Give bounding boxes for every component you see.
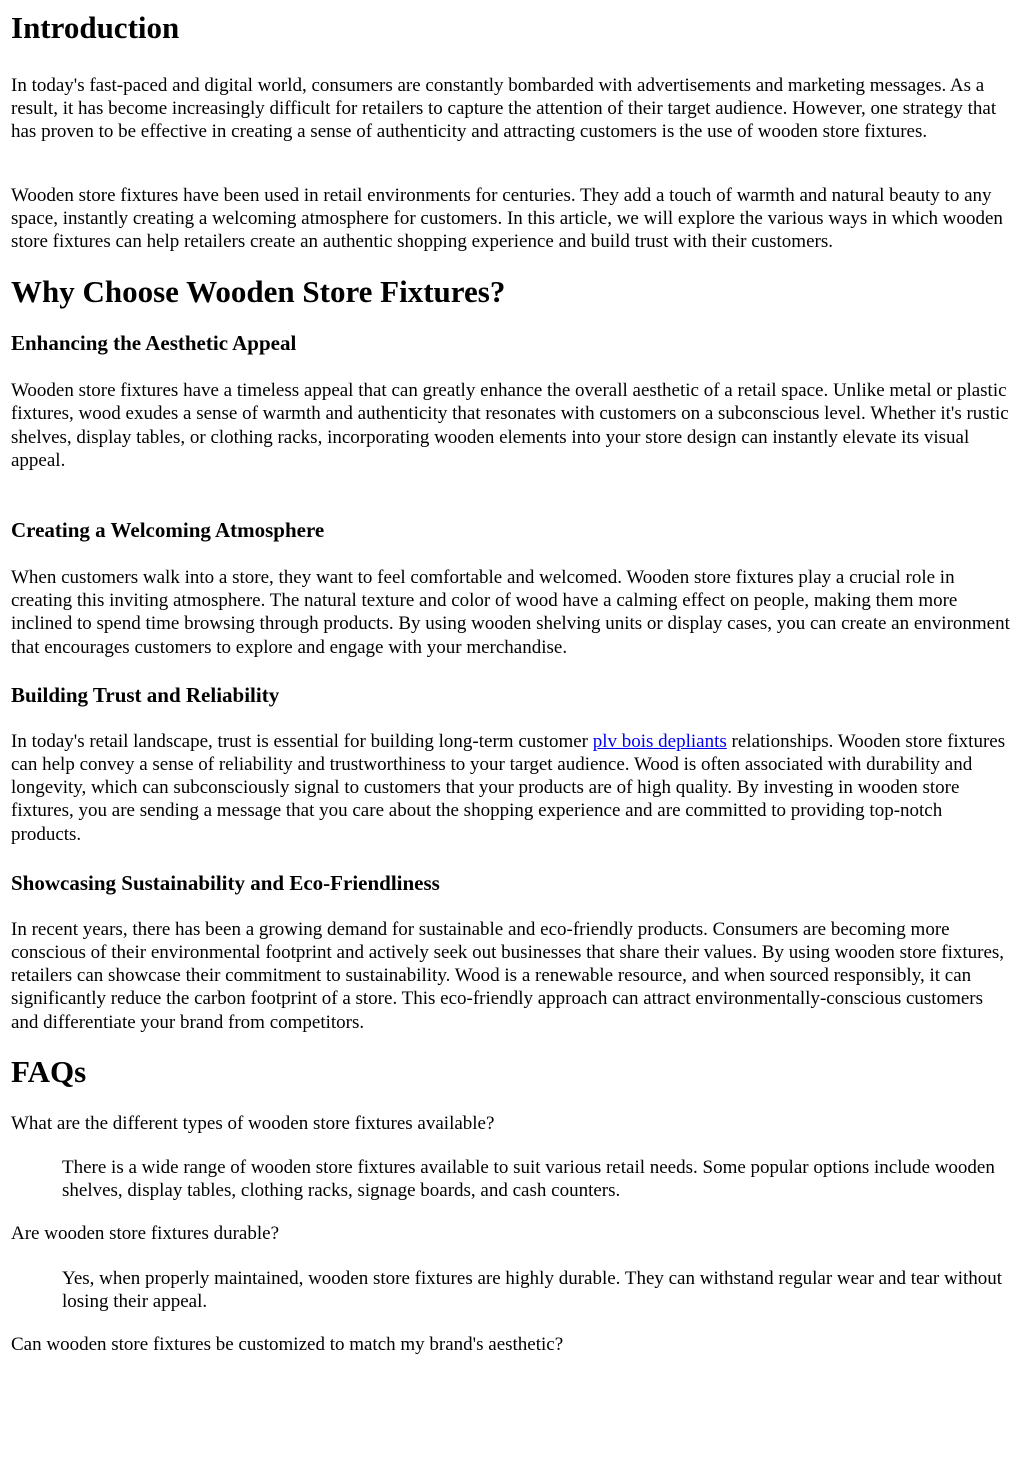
- article: [0, 10, 1024, 1356]
- section-heading-atmosphere: Creating a Welcoming Atmosphere: [11, 518, 325, 543]
- section-body-aesthetic: Wooden store fixtures have a timeless appeal that can greatly enhance the overall aesthetic of a retail space. Unlike metal or plastic fixtures, wood exudes a sense of warmth and authenticity that resonates with customers on a subconscious level. Whether it's rustic shelves, display tables, or clothing racks, incorporating wooden elements into your store design can instantly elevate its visual appeal.: [11, 380, 1009, 471]
- plv-bois-depliants-link[interactable]: plv bois depliants: [592, 730, 727, 752]
- trust-body-before: In today's retail landscape, trust is essential for building long-term customer: [11, 730, 593, 752]
- section-body-sustainability: In recent years, there has been a growing demand for sustainable and eco-friendly products. Consumers are becoming more conscious of their environmental footprint and actively seek out businesses that share their values. By using wooden store fixtures, retailers can showcase their commitment to sustainability. Wood is a renewable resource, and when sourced responsibly, it can significantly reduce the carbon footprint of a store. This eco-friendly approach can attract environmentally-conscious customers and differentiate your brand from competitors.: [11, 918, 1005, 1033]
- why-heading: Why Choose Wooden Store Fixtures?: [11, 274, 506, 310]
- faq-list: [11, 1112, 1013, 1356]
- section-heading-sustainability: Showcasing Sustainability and Eco-Friendliness: [11, 870, 440, 895]
- trust-body-after: relationships. Wooden store fixtures can help convey a sense of reliability and trustworthiness to your target audience. Wood is often associated with durability and longevity, which can subconsciously signal to customers that your products are of high quality. By investing in wooden store fixtures, you are sending a message that you care about the shopping experience and are committed to providing top-notch products.: [11, 730, 1006, 845]
- faqs-heading: FAQs: [11, 1053, 87, 1089]
- section-body-atmosphere: When customers walk into a store, they want to feel comfortable and welcomed. Wooden store fixtures play a crucial role in creating this inviting atmosphere. The natural texture and color of wood have a calming effect on people, making them more inclined to spend time browsing through products. By using wooden shelving units or display cases, you can create an environment that encourages customers to explore and engage with your merchandise.: [11, 567, 1010, 658]
- faq-question: Can wooden store fixtures be customized to match my brand's aesthetic?: [11, 1334, 564, 1356]
- faq-question: Are wooden store fixtures durable?: [11, 1223, 280, 1245]
- faq-question: What are the different types of wooden store fixtures available?: [11, 1112, 495, 1134]
- intro-paragraph-2: Wooden store fixtures have been used in retail environments for centuries. They add a touch of warmth and natural beauty to any space, instantly creating a welcoming atmosphere for customers. In this article, we will explore the various ways in which wooden store fixtures can help retailers create an authentic shopping experience and build trust with their customers.: [11, 184, 1003, 253]
- faq-answer: Yes, when properly maintained, wooden store fixtures are highly durable. They can withstand regular wear and tear without losing their appeal.: [62, 1267, 1003, 1312]
- intro-paragraph-1: In today's fast-paced and digital world, consumers are constantly bombarded with advertisements and marketing messages. As a result, it has become increasingly difficult for retailers to capture the attention of their target audience. However, one strategy that has proven to be effective in creating a sense of authenticity and attracting customers is the use of wooden store fixtures.: [11, 75, 997, 143]
- faq-answer: There is a wide range of wooden store fixtures available to suit various retail needs. Some popular options include wooden shelves, display tables, clothing racks, signage boards, and cash counters.: [62, 1157, 995, 1202]
- intro-heading: Introduction: [11, 10, 180, 45]
- section-heading-trust: Building Trust and Reliability: [11, 682, 280, 707]
- section-body-trust: [11, 730, 1013, 846]
- section-heading-aesthetic: Enhancing the Aesthetic Appeal: [11, 331, 297, 356]
